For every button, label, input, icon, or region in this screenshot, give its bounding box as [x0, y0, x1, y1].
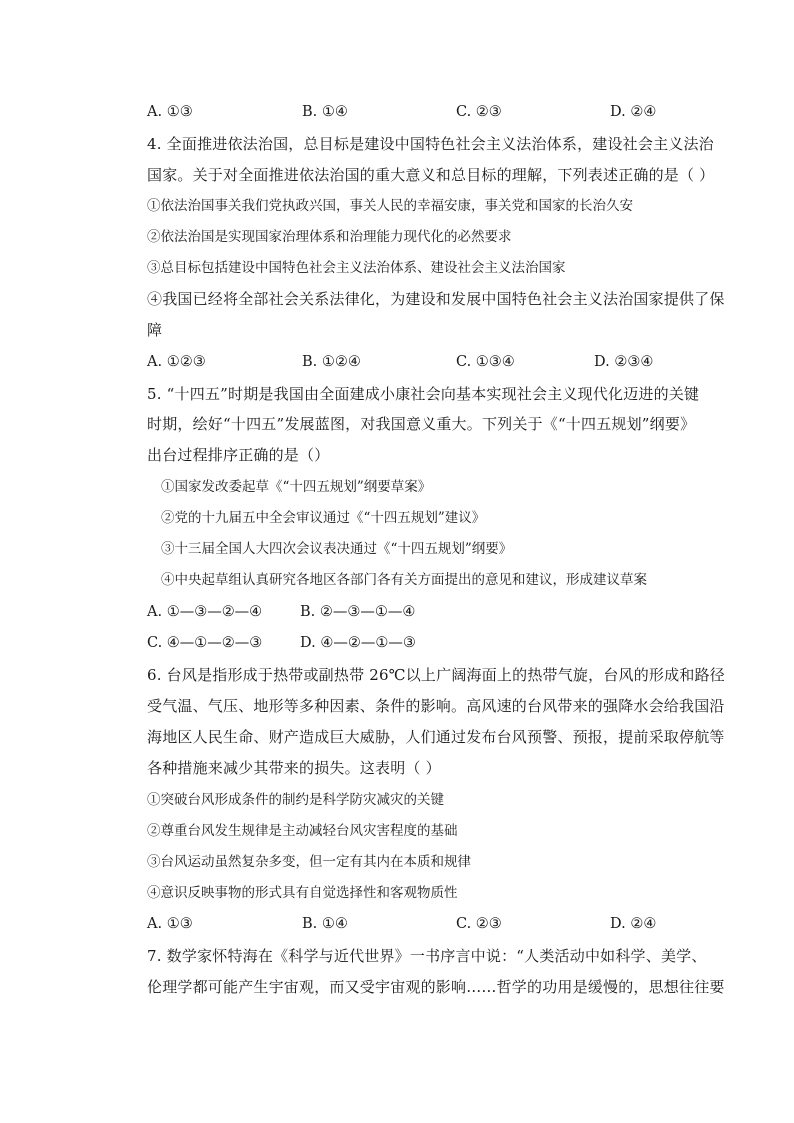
- q6-option-c: C. ②③: [456, 916, 502, 932]
- q7-stem-line-1: 7. 数学家怀特海在《科学与近代世界》一书序言中说：“人类活动中如科学、美学、: [147, 947, 707, 965]
- q5-option-d: D. ④—②—①—③: [300, 635, 416, 651]
- q5-statement-4: ④中央起草组认真研究各地区各部门各有关方面提出的意见和建议，形成建议草案: [161, 572, 647, 588]
- q4-option-d: D. ②③④: [594, 354, 654, 370]
- q4-option-b: B. ①②④: [302, 354, 361, 370]
- q5-stem-line-3: 出台过程排序正确的是（）: [147, 446, 330, 464]
- q7-stem-line-2: 伦理学都可能产生宇宙观，而又受宇宙观的影响……哲学的功用是缓慢的，思想往往要: [147, 978, 725, 996]
- q4-option-a: A. ①②③: [147, 354, 206, 370]
- q5-stem-line-1: 5. “十四五”时期是我国由全面建成小康社会向基本实现社会主义现代化迈进的关键: [147, 385, 700, 403]
- q5-stem-line-2: 时期，绘好“十四五”发展蓝图，对我国意义重大。下列关于《“十四五规划”纲要》: [147, 415, 696, 433]
- q6-statement-3: ③台风运动虽然复杂多变，但一定有其内在本质和规律: [147, 854, 471, 870]
- q6-stem-line-1: 6. 台风是指形成于热带或副热带 26℃以上广阔海面上的热带气旋，台风的形成和路径: [147, 666, 725, 684]
- q4-statement-2: ②依法治国是实现国家治理体系和治理能力现代化的必然要求: [147, 229, 512, 245]
- q5-statement-3: ③十三届全国人大四次会议表决通过《“十四五规划”纲要》: [161, 541, 513, 557]
- q4-statement-1: ①依法治国事关我们党执政兴国，事关人民的幸福安康，事关党和国家的长治久安: [147, 198, 633, 214]
- q4-statement-3: ③总目标包括建设中国特色社会主义法治体系、建设社会主义法治国家: [147, 260, 566, 276]
- q5-option-a: A. ①—③—②—④: [147, 604, 263, 620]
- q4-statement-4: ④我国已经将全部社会关系法律化，为建设和发展中国特色社会主义法治国家提供了保: [147, 290, 725, 308]
- q5-statement-1: ①国家发改委起草《“十四五规划”纲要草案》: [161, 479, 432, 495]
- q4-option-c: C. ①③④: [456, 354, 515, 370]
- q5-option-c: C. ④—①—②—③: [147, 635, 263, 651]
- q6-option-a: A. ①③: [147, 916, 193, 932]
- q6-stem-line-2: 受气温、气压、地形等多种因素、条件的影响。高风速的台风带来的强降水会给我国沿: [147, 697, 725, 715]
- q3-option-a: A. ①③: [147, 104, 193, 120]
- q3-option-b: B. ①④: [302, 104, 348, 120]
- q3-option-d: D. ②④: [610, 104, 657, 120]
- q6-statement-2: ②尊重台风发生规律是主动减轻台风灾害程度的基础: [147, 823, 458, 839]
- q6-option-b: B. ①④: [302, 916, 348, 932]
- q6-statement-4: ④意识反映事物的形式具有自觉选择性和客观物质性: [147, 885, 458, 901]
- q3-option-c: C. ②③: [456, 104, 502, 120]
- q4-statement-4-cont: 障: [147, 321, 163, 339]
- q6-option-d: D. ②④: [610, 916, 657, 932]
- q6-stem-line-3: 海地区人民生命、财产造成巨大威胁，人们通过发布台风预警、预报，提前采取停航等: [147, 728, 725, 746]
- q5-statement-2: ②党的十九届五中全会审议通过《“十四五规划”建议》: [161, 510, 486, 526]
- q6-statement-1: ①突破台风形成条件的制约是科学防灾减灾的关键: [147, 792, 444, 808]
- q4-stem-line-1: 4. 全面推进依法治国，总目标是建设中国特色社会主义法治体系，建设社会主义法治: [147, 135, 714, 153]
- q4-stem-line-2: 国家。关于对全面推进依法治国的重大意义和总目标的理解，下列表述正确的是（ ）: [147, 166, 715, 184]
- q5-option-b: B. ②—③—①—④: [300, 604, 416, 620]
- q6-stem-line-4: 各种措施来减少其带来的损失。这表明（ ）: [147, 759, 441, 777]
